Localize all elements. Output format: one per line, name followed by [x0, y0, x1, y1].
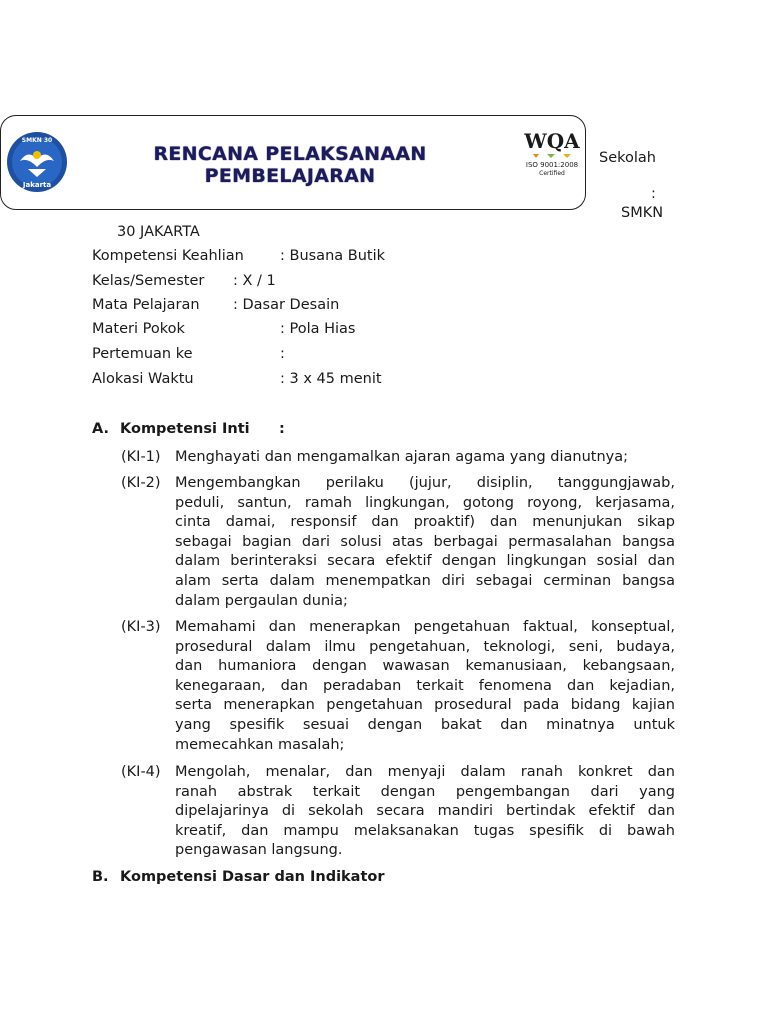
identity-label: Kompetensi Keahlian [92, 248, 244, 264]
identity-value: : Pola Hias [280, 321, 356, 337]
section-b-letter: B. [92, 869, 109, 885]
identity-row-mapel [92, 297, 339, 313]
ki-text: Mengolah, menalar, dan menyaji dalam ranah konkret dan ranah abstrak terkait dengan pengembangan dari yang dipelajarinya di sekolah secara mandiri bertindak efektif dan kreatif, dan mampu melaksanakan tugas spesifik di bawah pengawasan langsung. [175, 764, 675, 859]
section-a-heading [92, 421, 285, 437]
ki-item-2 [121, 474, 681, 614]
identity-value: : X / 1 [233, 273, 276, 289]
identity-row-kelas [92, 273, 276, 289]
ki-number: (KI-1) [121, 449, 161, 465]
identity-row-materi [92, 321, 356, 337]
ki-text: Mengembangkan perilaku (jujur, disiplin, tanggungjawab, peduli, santun, ramah lingkungan, gotong royong, kerjasama, cinta damai, responsif dan proaktif) dan menunjukan sikap sebagai bagian dari solusi atas berbagai permasalahan bangsa dalam berinteraksi secara efektif dengan lingkungan sosial dan alam serta dalam menempatkan diri sebagai cerminan bangsa dalam pergaulan dunia; [175, 475, 675, 609]
section-a-letter: A. [92, 421, 109, 437]
identity-row-pertemuan [92, 346, 285, 362]
identity-label: Materi Pokok [92, 321, 185, 337]
sekolah-label: Sekolah [599, 150, 656, 166]
school-logo [6, 131, 68, 193]
identity-label: Alokasi Waktu [92, 371, 194, 387]
school-name-part-2: 30 JAKARTA [117, 224, 200, 240]
identity-value: : [280, 346, 285, 362]
identity-row-alokasi [92, 371, 382, 387]
iso-text: ISO 9001:2008 [525, 161, 579, 169]
section-a-colon: : [279, 421, 285, 437]
school-name-part-1: SMKN [621, 205, 664, 221]
wqa-certification-logo [519, 128, 585, 180]
school-logo-top-text: SMKN 30 [21, 137, 53, 144]
identity-value: : Busana Butik [280, 248, 386, 264]
title-line-2: PEMBELAJARAN [204, 165, 376, 187]
ki-item-1 [121, 448, 681, 468]
certified-text: Certified [539, 170, 565, 177]
sekolah-colon: : [651, 186, 656, 202]
ki-number: (KI-4) [121, 764, 161, 780]
ki-text: Menghayati dan mengamalkan ajaran agama yang dianutnya; [175, 449, 629, 465]
school-logo-bottom-text: Jakarta [22, 181, 52, 189]
page-title [120, 143, 460, 187]
identity-value: : Dasar Desain [233, 297, 340, 313]
wqa-logo-text: WQA [524, 129, 580, 153]
title-line-1: RENCANA PELAKSANAAN [153, 143, 427, 165]
identity-label: Pertemuan ke [92, 346, 193, 362]
identity-value: : 3 x 45 menit [280, 371, 382, 387]
section-a-title: Kompetensi Inti [120, 421, 250, 437]
ki-number: (KI-2) [121, 475, 161, 491]
section-b-heading [92, 869, 385, 885]
ki-number: (KI-3) [121, 619, 161, 635]
section-b-title: Kompetensi Dasar dan Indikator [120, 869, 385, 885]
identity-label: Kelas/Semester [92, 273, 205, 289]
identity-row-kompetensi [92, 248, 385, 264]
identity-label: Mata Pelajaran [92, 297, 200, 313]
ki-text: Memahami dan menerapkan pengetahuan faktual, konseptual, prosedural dalam ilmu pengetahuan, teknologi, seni, budaya, dan humaniora dengan wawasan kemanusiaan, kebangsaan, kenegaraan, dan peradaban terkait fenomena dan kejadian, serta menerapkan pengetahuan prosedural pada bidang kajian yang spesifik sesuai dengan bakat dan minatnya untuk memecahkan masalah; [175, 619, 675, 753]
ki-item-3 [121, 618, 681, 758]
ki-item-4 [121, 763, 681, 863]
